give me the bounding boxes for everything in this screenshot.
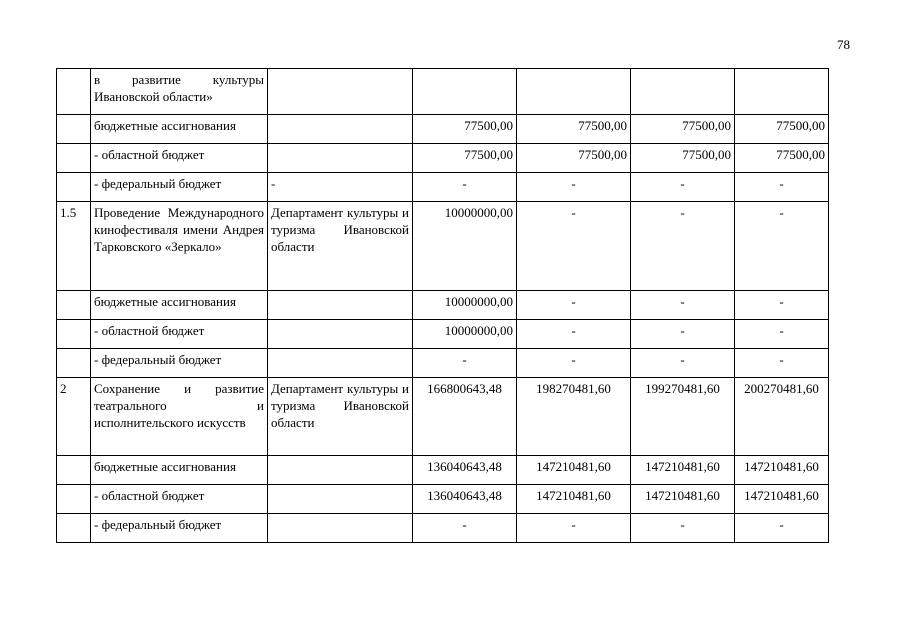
row-number xyxy=(57,69,91,115)
value-cell: 77500,00 xyxy=(735,144,829,173)
row-number xyxy=(57,320,91,349)
table-row xyxy=(57,173,829,202)
row-number xyxy=(57,144,91,173)
row-responsible xyxy=(268,320,413,349)
row-responsible: - xyxy=(268,173,413,202)
row-name: - федеральный бюджет xyxy=(91,173,268,202)
value-cell: - xyxy=(631,349,735,378)
value-cell: - xyxy=(631,320,735,349)
table-row xyxy=(57,115,829,144)
row-responsible xyxy=(268,349,413,378)
value-cell: - xyxy=(517,173,631,202)
row-number xyxy=(57,115,91,144)
value-cell: - xyxy=(631,202,735,291)
value-cell: 10000000,00 xyxy=(413,320,517,349)
table-row xyxy=(57,291,829,320)
value-cell xyxy=(631,69,735,115)
row-number xyxy=(57,291,91,320)
row-name: Сохранение и развитие театрального и исполнительского искусств xyxy=(91,378,268,456)
value-cell: - xyxy=(735,173,829,202)
value-cell: 77500,00 xyxy=(517,115,631,144)
value-cell: - xyxy=(517,202,631,291)
value-cell: - xyxy=(631,514,735,543)
row-responsible xyxy=(268,115,413,144)
value-cell: 147210481,60 xyxy=(517,456,631,485)
table-row xyxy=(57,456,829,485)
value-cell: 77500,00 xyxy=(631,115,735,144)
value-cell: 198270481,60 xyxy=(517,378,631,456)
table-row xyxy=(57,378,829,456)
value-cell: - xyxy=(735,291,829,320)
row-name: - федеральный бюджет xyxy=(91,514,268,543)
row-responsible xyxy=(268,69,413,115)
row-number: 1.5 xyxy=(57,202,91,291)
row-name: в развитие культуры Ивановской области» xyxy=(91,69,268,115)
row-responsible xyxy=(268,144,413,173)
row-number xyxy=(57,456,91,485)
table-row xyxy=(57,202,829,291)
value-cell: 147210481,60 xyxy=(735,485,829,514)
value-cell: - xyxy=(735,320,829,349)
row-responsible: Департамент культуры и туризма Ивановской области xyxy=(268,202,413,291)
value-cell: 136040643,48 xyxy=(413,485,517,514)
value-cell: - xyxy=(735,202,829,291)
value-cell xyxy=(413,69,517,115)
value-cell: - xyxy=(517,320,631,349)
value-cell: - xyxy=(413,349,517,378)
value-cell: 10000000,00 xyxy=(413,202,517,291)
value-cell: 77500,00 xyxy=(517,144,631,173)
page-number: 78 xyxy=(837,37,850,52)
row-responsible xyxy=(268,456,413,485)
value-cell xyxy=(735,69,829,115)
value-cell: 147210481,60 xyxy=(735,456,829,485)
value-cell: - xyxy=(517,514,631,543)
row-number xyxy=(57,349,91,378)
row-name: бюджетные ассигнования xyxy=(91,291,268,320)
value-cell: - xyxy=(413,173,517,202)
value-cell: 77500,00 xyxy=(735,115,829,144)
value-cell: 77500,00 xyxy=(631,144,735,173)
row-responsible: Департамент культуры и туризма Ивановской области xyxy=(268,378,413,456)
row-name: - областной бюджет xyxy=(91,320,268,349)
value-cell: 147210481,60 xyxy=(631,456,735,485)
value-cell: - xyxy=(631,173,735,202)
value-cell: - xyxy=(517,349,631,378)
table-row xyxy=(57,485,829,514)
value-cell: 10000000,00 xyxy=(413,291,517,320)
budget-table xyxy=(56,68,829,543)
value-cell: - xyxy=(413,514,517,543)
table-row xyxy=(57,69,829,115)
value-cell: 200270481,60 xyxy=(735,378,829,456)
value-cell: - xyxy=(517,291,631,320)
table-row xyxy=(57,349,829,378)
value-cell: 77500,00 xyxy=(413,144,517,173)
row-name: бюджетные ассигнования xyxy=(91,456,268,485)
row-number xyxy=(57,485,91,514)
value-cell xyxy=(517,69,631,115)
row-responsible xyxy=(268,485,413,514)
row-number xyxy=(57,173,91,202)
value-cell: 77500,00 xyxy=(413,115,517,144)
row-number xyxy=(57,514,91,543)
row-name: - областной бюджет xyxy=(91,144,268,173)
value-cell: 199270481,60 xyxy=(631,378,735,456)
table-row xyxy=(57,320,829,349)
value-cell: - xyxy=(735,349,829,378)
table-row xyxy=(57,514,829,543)
row-name: Проведение Международного кинофестиваля имени Андрея Тарковского «Зеркало» xyxy=(91,202,268,291)
table-row xyxy=(57,144,829,173)
row-name: - областной бюджет xyxy=(91,485,268,514)
row-responsible xyxy=(268,514,413,543)
row-name: - федеральный бюджет xyxy=(91,349,268,378)
row-responsible xyxy=(268,291,413,320)
value-cell: 166800643,48 xyxy=(413,378,517,456)
value-cell: 147210481,60 xyxy=(631,485,735,514)
row-name: бюджетные ассигнования xyxy=(91,115,268,144)
value-cell: 136040643,48 xyxy=(413,456,517,485)
row-number: 2 xyxy=(57,378,91,456)
value-cell: 147210481,60 xyxy=(517,485,631,514)
value-cell: - xyxy=(735,514,829,543)
value-cell: - xyxy=(631,291,735,320)
